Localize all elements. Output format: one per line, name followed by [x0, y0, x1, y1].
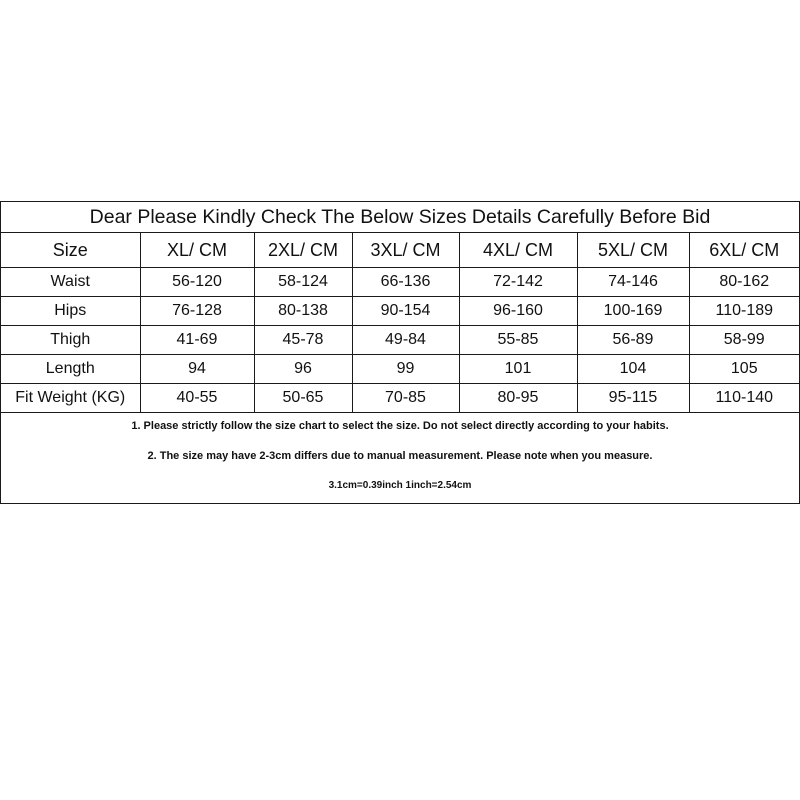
- table-cell: 110-189: [689, 297, 799, 326]
- header-3xl: 3XL/ CM: [352, 233, 459, 268]
- row-label: Waist: [1, 268, 140, 297]
- table-cell: 80-138: [254, 297, 352, 326]
- table-cell: 99: [352, 355, 459, 384]
- header-4xl: 4XL/ CM: [459, 233, 577, 268]
- table-cell: 56-89: [577, 326, 689, 355]
- table-cell: 58-99: [689, 326, 799, 355]
- table-header-row: [1, 233, 799, 268]
- table-cell: 45-78: [254, 326, 352, 355]
- table-cell: 41-69: [140, 326, 254, 355]
- table-cell: 76-128: [140, 297, 254, 326]
- row-label: Length: [1, 355, 140, 384]
- table-cell: 58-124: [254, 268, 352, 297]
- table-cell: 40-55: [140, 384, 254, 413]
- table-cell: 72-142: [459, 268, 577, 297]
- table-cell: 105: [689, 355, 799, 384]
- header-xl: XL/ CM: [140, 233, 254, 268]
- table-cell: 96: [254, 355, 352, 384]
- header-6xl: 6XL/ CM: [689, 233, 799, 268]
- note-3: 3.1cm=0.39inch 1inch=2.54cm: [328, 480, 472, 491]
- table-cell: 80-95: [459, 384, 577, 413]
- header-2xl: 2XL/ CM: [254, 233, 352, 268]
- row-label: Fit Weight (KG): [1, 384, 140, 413]
- table-cell: 94: [140, 355, 254, 384]
- size-chart-title: Dear Please Kindly Check The Below Sizes Details Carefully Before Bid: [1, 202, 799, 233]
- table-cell: 55-85: [459, 326, 577, 355]
- size-chart: [0, 201, 800, 504]
- table-cell: 101: [459, 355, 577, 384]
- header-5xl: 5XL/ CM: [577, 233, 689, 268]
- table-row-thigh: [1, 326, 799, 355]
- table-row-length: [1, 355, 799, 384]
- table-cell: 100-169: [577, 297, 689, 326]
- table-cell: 70-85: [352, 384, 459, 413]
- table-cell: 90-154: [352, 297, 459, 326]
- table-cell: 66-136: [352, 268, 459, 297]
- table-cell: 80-162: [689, 268, 799, 297]
- table-cell: 50-65: [254, 384, 352, 413]
- table-row-fit-weight: [1, 384, 799, 413]
- size-table: [1, 233, 799, 413]
- note-1: 1. Please strictly follow the size chart to select the size. Do not select directly according to your habits.: [131, 420, 669, 432]
- table-cell: 96-160: [459, 297, 577, 326]
- row-label: Hips: [1, 297, 140, 326]
- table-cell: 56-120: [140, 268, 254, 297]
- table-cell: 104: [577, 355, 689, 384]
- row-label: Thigh: [1, 326, 140, 355]
- table-cell: 74-146: [577, 268, 689, 297]
- table-cell: 110-140: [689, 384, 799, 413]
- header-size: Size: [1, 233, 140, 268]
- table-cell: 49-84: [352, 326, 459, 355]
- table-cell: 95-115: [577, 384, 689, 413]
- table-row-hips: [1, 297, 799, 326]
- note-2: 2. The size may have 2-3cm differs due to manual measurement. Please note when you measure.: [147, 450, 653, 462]
- table-row-waist: [1, 268, 799, 297]
